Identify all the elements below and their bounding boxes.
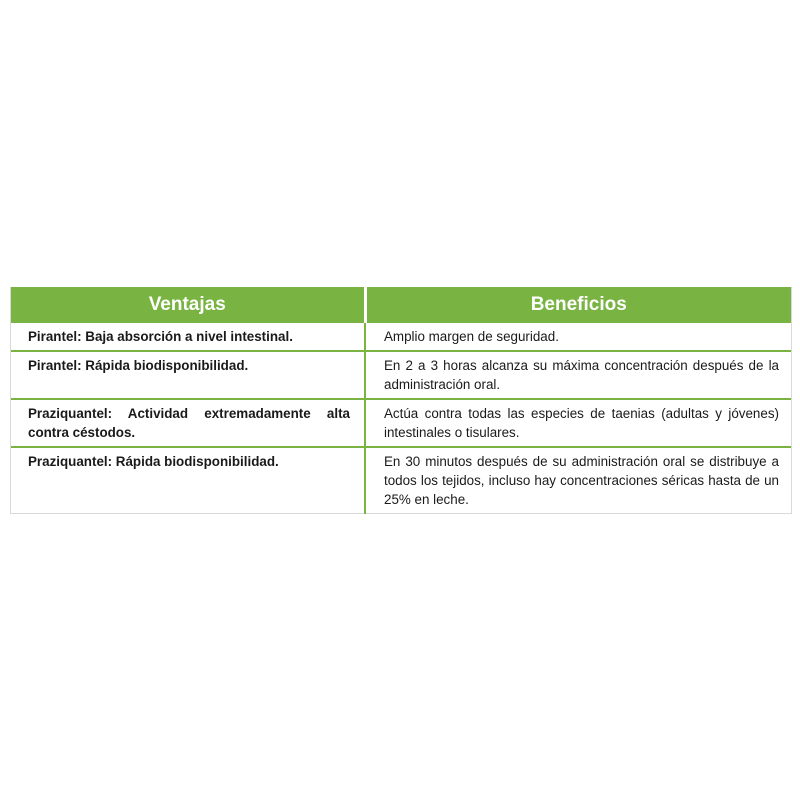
table-header-row (11, 287, 791, 323)
advantages-benefits-table-container (10, 287, 792, 514)
ventaja-cell: Praziquantel: Rápida biodisponibilidad. (11, 447, 365, 514)
ventaja-cell: Pirantel: Baja absorción a nivel intestinal. (11, 323, 365, 351)
beneficio-cell: En 30 minutos después de su administración oral se distribuye a todos los tejidos, incluso hay concentraciones séricas hasta de un 25% en leche. (365, 447, 791, 514)
header-beneficios: Beneficios (365, 287, 791, 323)
table-row (11, 399, 791, 447)
beneficio-cell: Actúa contra todas las especies de taenias (adultas y jóvenes) intestinales o tisulares. (365, 399, 791, 447)
beneficio-cell: En 2 a 3 horas alcanza su máxima concentración después de la administración oral. (365, 351, 791, 399)
beneficio-cell: Amplio margen de seguridad. (384, 329, 559, 344)
table-row (11, 447, 791, 514)
ventaja-cell: Pirantel: Rápida biodisponibilidad. (11, 351, 365, 399)
advantages-benefits-table (11, 287, 791, 514)
table-row (11, 351, 791, 399)
header-ventajas: Ventajas (11, 287, 365, 323)
table-row (11, 323, 791, 351)
ventaja-cell: Praziquantel: Actividad extremadamente alta contra céstodos. (11, 399, 365, 447)
